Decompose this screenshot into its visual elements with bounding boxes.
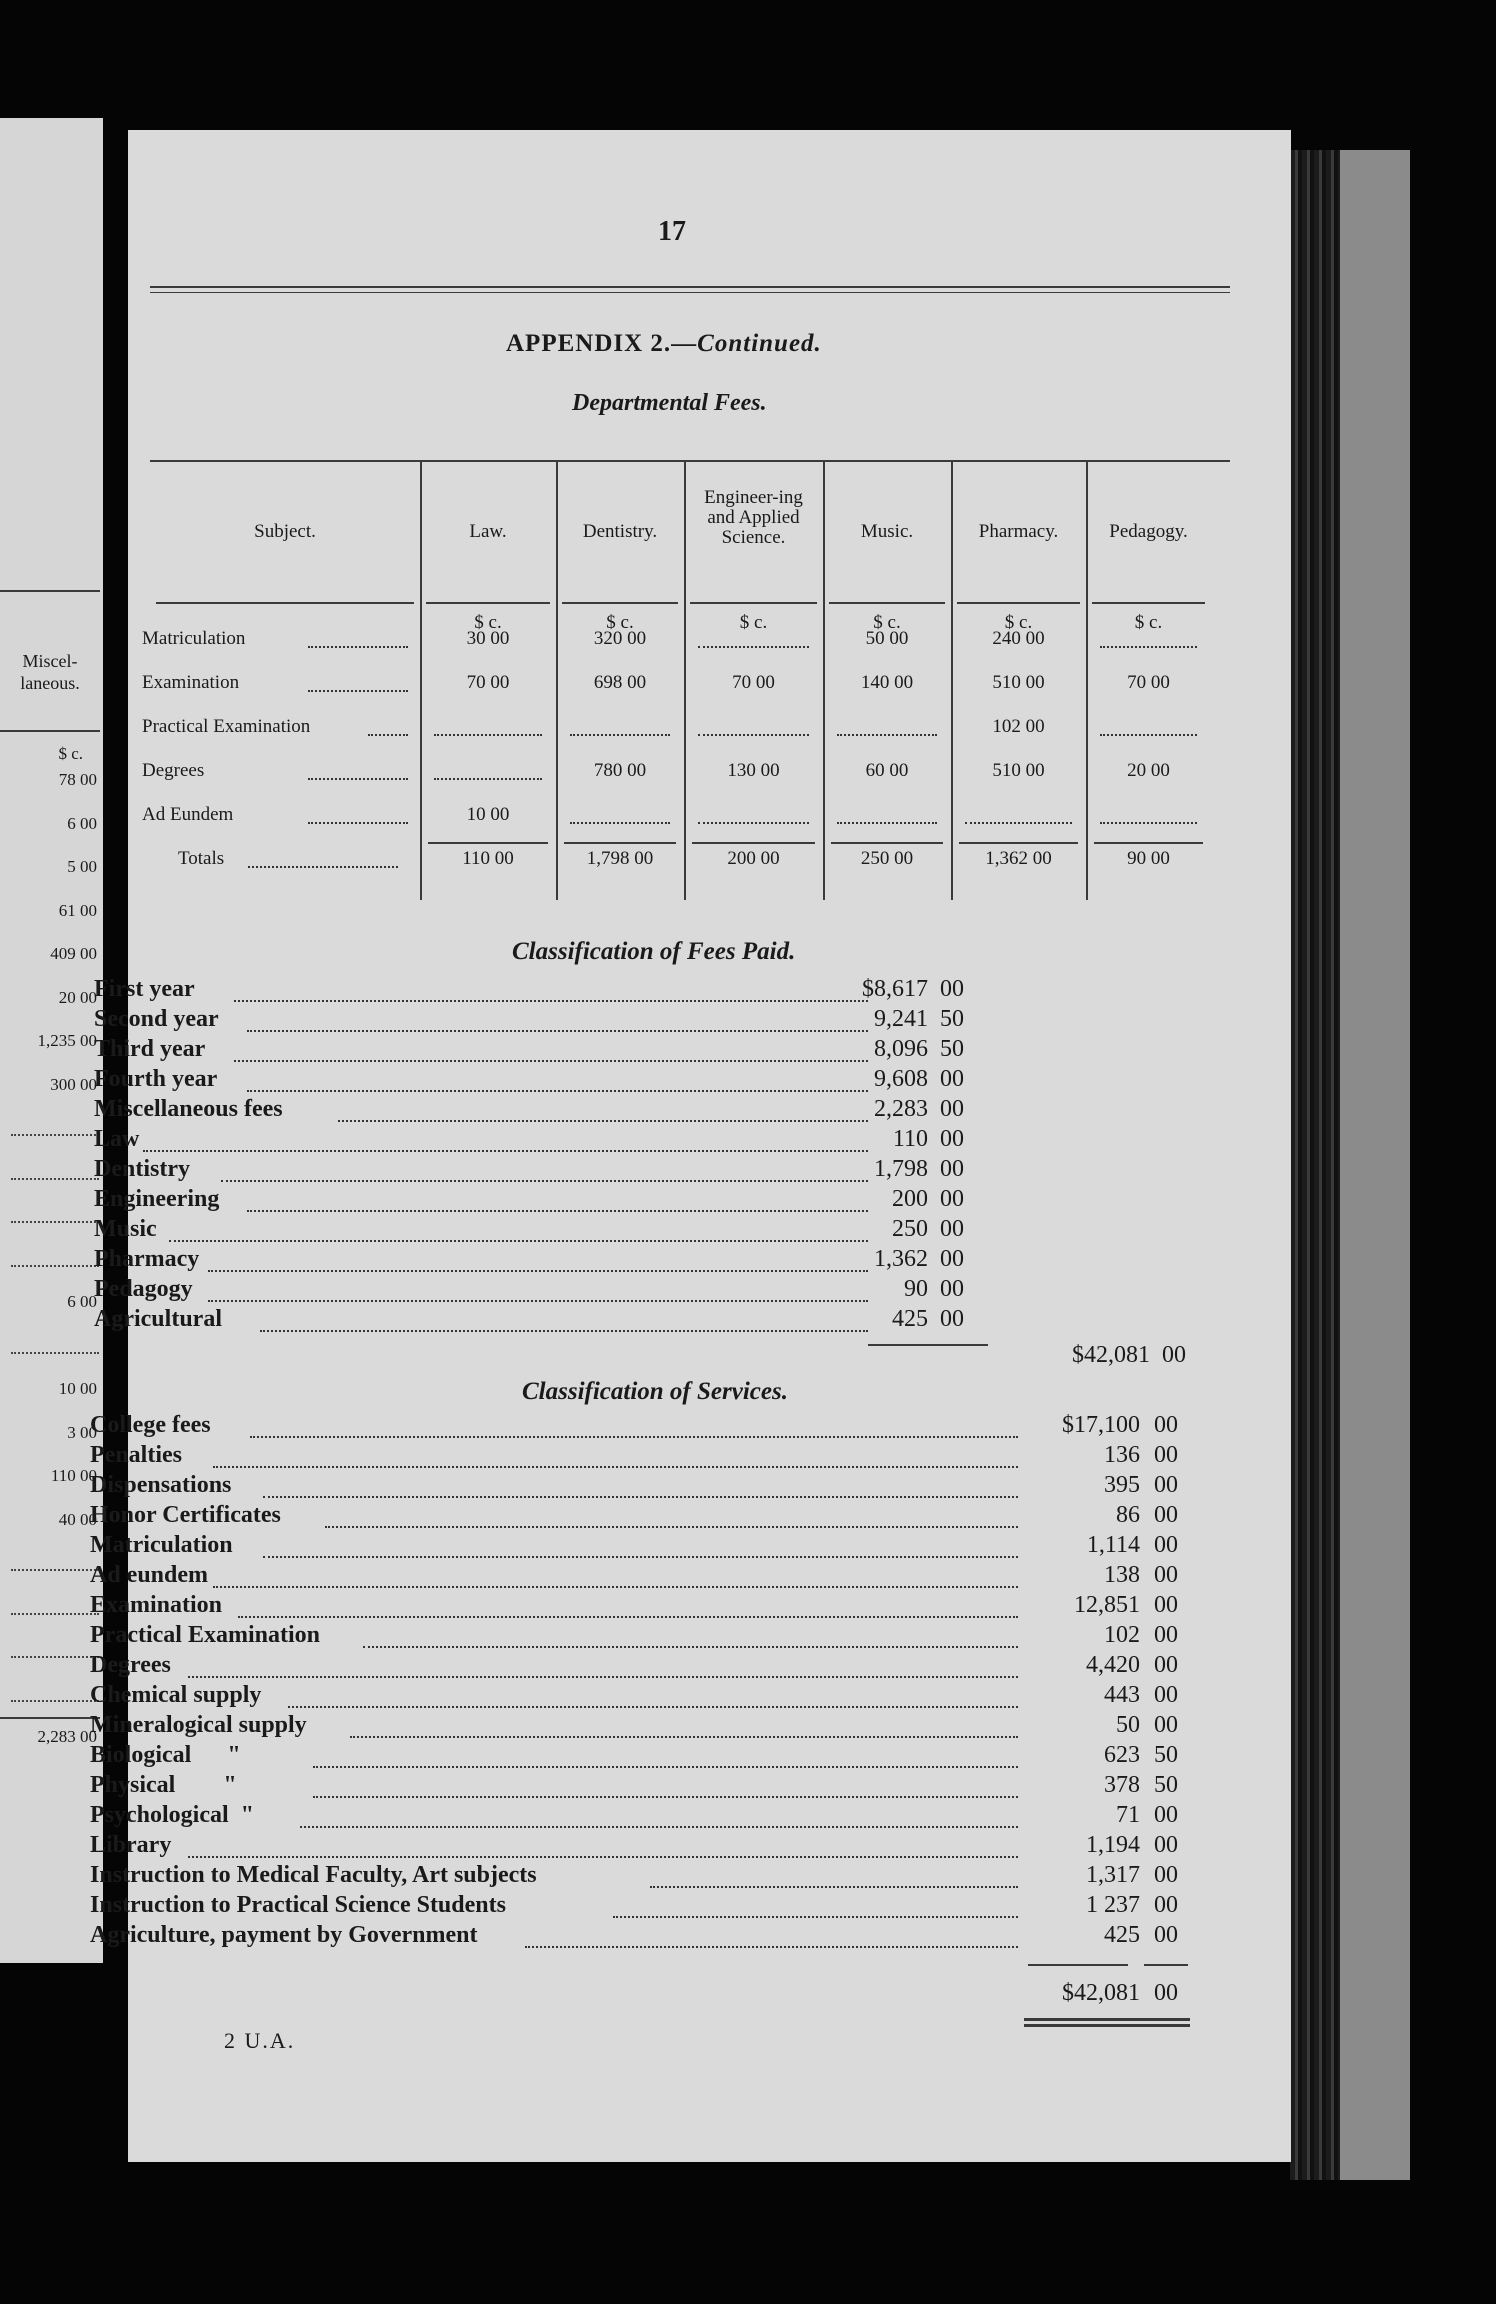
service-amount: 623 (1104, 1742, 1140, 1768)
column-header: Dentistry. (582, 521, 658, 542)
service-amount: 136 (1104, 1442, 1140, 1468)
cell-value: 200 00 (727, 848, 780, 869)
services-subtotal-rule (1028, 1964, 1128, 1966)
left-value: 61 00 (58, 900, 97, 920)
service-amount: 12,851 (1074, 1592, 1140, 1618)
cell-value: 60 00 (865, 760, 909, 781)
dot-leader (368, 734, 408, 736)
service-amount: 1,194 (1086, 1832, 1140, 1858)
dot-leader (263, 1496, 1019, 1498)
empty-cell-dots (1100, 646, 1197, 648)
left-dot-leader (11, 1352, 99, 1354)
column-header: Pharmacy. (978, 521, 1059, 542)
service-amount: 1,317 (1086, 1862, 1140, 1888)
header-underline (156, 602, 414, 604)
service-amount: 395 (1104, 1472, 1140, 1498)
service-label: Instruction to Practical Science Students (90, 1892, 506, 1918)
service-label: Instruction to Medical Faculty, Art subjects (90, 1862, 537, 1888)
left-value: 5 00 (67, 857, 97, 876)
header-underline (957, 602, 1080, 604)
cell-value: 90 00 (1127, 848, 1170, 869)
left-value: 3 00 (67, 1422, 97, 1442)
service-cents: 00 (1154, 1682, 1178, 1708)
fee-label: Engineering (94, 1186, 220, 1212)
fee-cents: 00 (940, 1126, 964, 1152)
header-underline (562, 602, 678, 604)
fees-paid-heading: Classification of Fees Paid. (512, 938, 796, 965)
cell-value: 130 00 (727, 760, 780, 781)
service-cents: 00 (1154, 1622, 1178, 1648)
dot-leader (325, 1526, 1018, 1528)
row-label: Totals (178, 848, 225, 869)
service-cents: 00 (1154, 1922, 1178, 1948)
document-page (90, 130, 1291, 2162)
column-header: Music. (860, 521, 914, 542)
header-underline (1092, 602, 1205, 604)
dot-leader (208, 1300, 868, 1302)
cell-value: 510 00 (992, 760, 1045, 781)
service-cents: 00 (1154, 1592, 1178, 1618)
services-heading: Classification of Services. (522, 1378, 788, 1405)
left-value: 6 00 (67, 1292, 97, 1311)
fee-cents: 00 (940, 1246, 964, 1272)
service-amount: 425 (1104, 1922, 1140, 1948)
page-edge-gray (1340, 150, 1410, 2180)
column-header: Pedagogy. (1109, 521, 1188, 542)
empty-cell-dots (837, 734, 937, 736)
dot-leader (363, 1646, 1019, 1648)
left-dot-leader (11, 1613, 99, 1615)
service-label: Agriculture, payment by Government (90, 1922, 478, 1948)
service-label: Ad eundem (90, 1562, 209, 1588)
cell-value: 140 00 (860, 672, 914, 693)
service-cents: 00 (1154, 1532, 1178, 1558)
empty-cell-dots (1100, 822, 1197, 824)
appendix-label: APPENDIX 2.— (506, 330, 698, 357)
dot-leader (213, 1466, 1019, 1468)
service-amount: 4,420 (1086, 1652, 1140, 1678)
cell-value: 698 00 (593, 672, 647, 693)
fee-amount: 250 (892, 1216, 928, 1242)
cell-value: 102 00 (992, 716, 1045, 737)
departmental-fees-heading: Departmental Fees. (572, 390, 767, 416)
service-cents: 00 (1154, 1442, 1178, 1468)
fee-label: Fourth year (94, 1066, 218, 1092)
left-dot-leader (11, 1700, 99, 1702)
service-label: Mineralogical supply (90, 1712, 307, 1738)
dot-leader (248, 866, 398, 868)
empty-cell-dots (434, 778, 542, 780)
service-amount: 102 (1104, 1622, 1140, 1648)
column-header: Law. (469, 521, 507, 542)
left-rule (0, 730, 100, 732)
left-value: 20 00 (58, 987, 97, 1007)
left-column-heading: Miscel-laneous. (20, 651, 80, 693)
fee-amount: 110 (892, 1126, 928, 1152)
service-cents: 00 (1154, 1712, 1178, 1738)
row-label: Degrees (142, 760, 205, 781)
dot-leader (350, 1736, 1018, 1738)
dot-leader (263, 1556, 1019, 1558)
dot-leader (169, 1240, 868, 1242)
empty-cell-dots (698, 734, 809, 736)
service-label: Degrees (90, 1652, 171, 1678)
dot-leader (308, 646, 408, 648)
cell-value: 1,362 00 (985, 848, 1052, 869)
header-underline (829, 602, 945, 604)
left-dot-leader (11, 1221, 99, 1223)
cell-value: 50 00 (865, 628, 909, 649)
left-dot-leader (11, 1134, 99, 1136)
cell-value: 240 00 (992, 628, 1045, 649)
fee-amount: 1,362 (874, 1246, 928, 1272)
service-label: Chemical supply (90, 1682, 262, 1708)
service-label: Library (90, 1832, 172, 1858)
empty-cell-dots (698, 646, 809, 648)
fee-label: First year (94, 976, 195, 1002)
row-label: Matriculation (142, 628, 246, 649)
service-label: Examination (90, 1592, 223, 1618)
service-label: Penalties (90, 1442, 182, 1468)
fee-amount: 2,283 (874, 1096, 928, 1122)
dot-leader (300, 1826, 1018, 1828)
dot-leader (613, 1916, 1019, 1918)
dot-leader (213, 1586, 1019, 1588)
dot-leader (238, 1616, 1019, 1618)
service-amount: 443 (1104, 1682, 1140, 1708)
left-dot-leader (11, 1656, 99, 1658)
fee-cents: 00 (940, 1306, 964, 1332)
dot-leader (247, 1090, 868, 1092)
dot-leader (234, 1060, 868, 1062)
dot-leader (250, 1436, 1018, 1438)
signature-mark: 2 U.A. (224, 2028, 296, 2053)
cell-value: 1,798 00 (586, 848, 654, 869)
left-value: 409 00 (50, 944, 97, 963)
units-label: $ c. (606, 612, 634, 633)
left-units: $ c. (58, 744, 83, 763)
fee-amount: 9,241 (874, 1006, 928, 1032)
units-label: $ c. (474, 612, 502, 633)
service-cents: 50 (1154, 1772, 1178, 1798)
units-label: $ c. (1134, 612, 1163, 633)
fee-label: Third year (94, 1036, 206, 1062)
cell-value: 10 00 (466, 804, 510, 825)
service-amount: 1 237 (1086, 1892, 1140, 1918)
service-label: Biological " (90, 1742, 241, 1768)
row-label: Ad Eundem (142, 804, 234, 825)
top-rule-thin (150, 292, 1230, 293)
top-rule (150, 286, 1230, 288)
column-header: Engineer-ing and Applied Science. (704, 487, 803, 548)
fee-cents: 00 (940, 1216, 964, 1242)
cell-value: 70 00 (732, 672, 775, 693)
total-rule (1094, 842, 1203, 844)
cell-value: 510 00 (992, 672, 1045, 693)
header-underline (690, 602, 817, 604)
appendix-title (506, 330, 822, 358)
service-cents: 00 (1154, 1802, 1178, 1828)
service-cents: 00 (1154, 1832, 1178, 1858)
fees-total-amount: $42,081 (1072, 1342, 1150, 1368)
units-label: $ c. (1004, 612, 1033, 633)
left-value: 110 00 (50, 1466, 97, 1485)
left-dot-leader (11, 1178, 99, 1180)
cell-value: 70 00 (1127, 672, 1170, 693)
fee-cents: 00 (940, 1186, 964, 1212)
cell-value: 20 00 (1127, 760, 1170, 781)
fee-label: Pharmacy (94, 1246, 200, 1272)
service-cents: 00 (1154, 1892, 1178, 1918)
fees-total-cents: 00 (1162, 1342, 1186, 1368)
fee-label: Dentistry (94, 1156, 190, 1182)
dot-leader (247, 1030, 868, 1032)
fee-cents: 00 (940, 1066, 964, 1092)
fee-amount: 425 (892, 1306, 928, 1332)
fee-label: Agricultural (94, 1306, 222, 1332)
service-amount: 378 (1104, 1772, 1140, 1798)
dot-leader (247, 1210, 868, 1212)
left-value: 1,235 00 (37, 1031, 97, 1050)
fee-cents: 00 (940, 976, 964, 1002)
empty-cell-dots (837, 822, 937, 824)
dot-leader (288, 1706, 1019, 1708)
service-cents: 00 (1154, 1502, 1178, 1528)
empty-cell-dots (698, 822, 809, 824)
cell-value: 30 00 (466, 628, 510, 649)
service-cents: 00 (1154, 1562, 1178, 1588)
left-value: 10 00 (58, 1379, 97, 1398)
dot-leader (260, 1330, 868, 1332)
row-label: Practical Examination (142, 716, 311, 737)
services-total-amount: $42,081 (1062, 1980, 1140, 2006)
units-label: $ c. (873, 612, 901, 633)
services-subtotal-rule (1144, 1964, 1188, 1966)
service-cents: 00 (1154, 1412, 1178, 1438)
left-dot-leader (11, 1265, 99, 1267)
cell-value: 250 00 (860, 848, 914, 869)
fee-label: Music (94, 1216, 157, 1242)
dot-leader (188, 1856, 1019, 1858)
fee-label: Miscellaneous fees (94, 1096, 283, 1122)
left-value: 6 00 (67, 813, 97, 833)
empty-cell-dots (570, 734, 670, 736)
dot-leader (308, 822, 408, 824)
service-label: Matriculation (90, 1532, 233, 1558)
fee-cents: 00 (940, 1156, 964, 1182)
appendix-continued: Continued. (697, 330, 822, 357)
fee-amount: $8,617 (862, 976, 928, 1002)
service-label: Practical Examination (90, 1622, 320, 1648)
dot-leader (188, 1676, 1019, 1678)
dot-leader (313, 1766, 1019, 1768)
service-amount: 50 (1116, 1712, 1140, 1738)
service-label: Dispensations (90, 1472, 232, 1498)
service-label: Psychological " (90, 1802, 254, 1828)
units-label: $ c. (739, 612, 768, 633)
total-rule (831, 842, 943, 844)
cell-value: 780 00 (593, 760, 647, 781)
dot-leader (208, 1270, 868, 1272)
service-label: College fees (90, 1412, 211, 1438)
empty-cell-dots (434, 734, 542, 736)
empty-cell-dots (570, 822, 670, 824)
fee-amount: 1,798 (874, 1156, 928, 1182)
fees-subtotal-rule (868, 1344, 988, 1346)
service-cents: 50 (1154, 1742, 1178, 1768)
dot-leader (313, 1796, 1019, 1798)
fee-cents: 50 (940, 1036, 964, 1062)
fee-cents: 50 (940, 1006, 964, 1032)
empty-cell-dots (965, 822, 1072, 824)
total-rule (428, 842, 548, 844)
page-number: 17 (658, 216, 686, 247)
dot-leader (525, 1946, 1018, 1948)
service-cents: 00 (1154, 1862, 1178, 1888)
left-value: 2,283 00 (37, 1727, 97, 1746)
row-label: Examination (142, 672, 240, 693)
left-value: 300 00 (50, 1074, 97, 1094)
dot-leader (338, 1120, 868, 1122)
fee-amount: 8,096 (874, 1036, 928, 1062)
fee-amount: 9,608 (874, 1066, 928, 1092)
service-cents: 00 (1154, 1472, 1178, 1498)
fee-label: Law (94, 1126, 140, 1152)
left-total-rule (0, 1717, 100, 1719)
total-rule (692, 842, 815, 844)
dot-leader (221, 1180, 868, 1182)
services-total-cents: 00 (1154, 1980, 1178, 2006)
left-rule (0, 590, 100, 592)
left-value: 40 00 (58, 1509, 97, 1529)
service-label: Physical " (90, 1772, 237, 1798)
fee-label: Second year (94, 1006, 219, 1032)
table-top-rule (150, 460, 1230, 462)
dot-leader (308, 778, 408, 780)
fee-cents: 00 (940, 1096, 964, 1122)
service-amount: 71 (1116, 1802, 1140, 1828)
dot-leader (143, 1150, 868, 1152)
service-amount: 138 (1104, 1562, 1140, 1588)
double-rule (1024, 2018, 1190, 2021)
fee-amount: 200 (892, 1186, 928, 1212)
service-label: Honor Certificates (90, 1502, 281, 1528)
service-amount: 1,114 (1086, 1532, 1140, 1558)
double-rule (1024, 2024, 1190, 2027)
header-underline (426, 602, 550, 604)
cell-value: 70 00 (466, 672, 510, 693)
total-rule (959, 842, 1078, 844)
fee-cents: 00 (940, 1276, 964, 1302)
left-value: 78 00 (58, 770, 97, 789)
total-rule (564, 842, 676, 844)
service-cents: 00 (1154, 1652, 1178, 1678)
fee-label: Pedagogy (94, 1276, 193, 1302)
column-header: Subject. (254, 521, 316, 542)
cell-value: 110 00 (462, 848, 514, 869)
service-amount: 86 (1116, 1502, 1140, 1528)
empty-cell-dots (1100, 734, 1197, 736)
left-dot-leader (11, 1569, 99, 1571)
dot-leader (650, 1886, 1018, 1888)
fee-amount: 90 (904, 1276, 928, 1302)
dot-leader (234, 1000, 868, 1002)
dot-leader (308, 690, 408, 692)
left-facing-page (0, 118, 103, 1963)
service-amount: $17,100 (1062, 1412, 1140, 1438)
cell-value: 320 00 (593, 628, 647, 649)
